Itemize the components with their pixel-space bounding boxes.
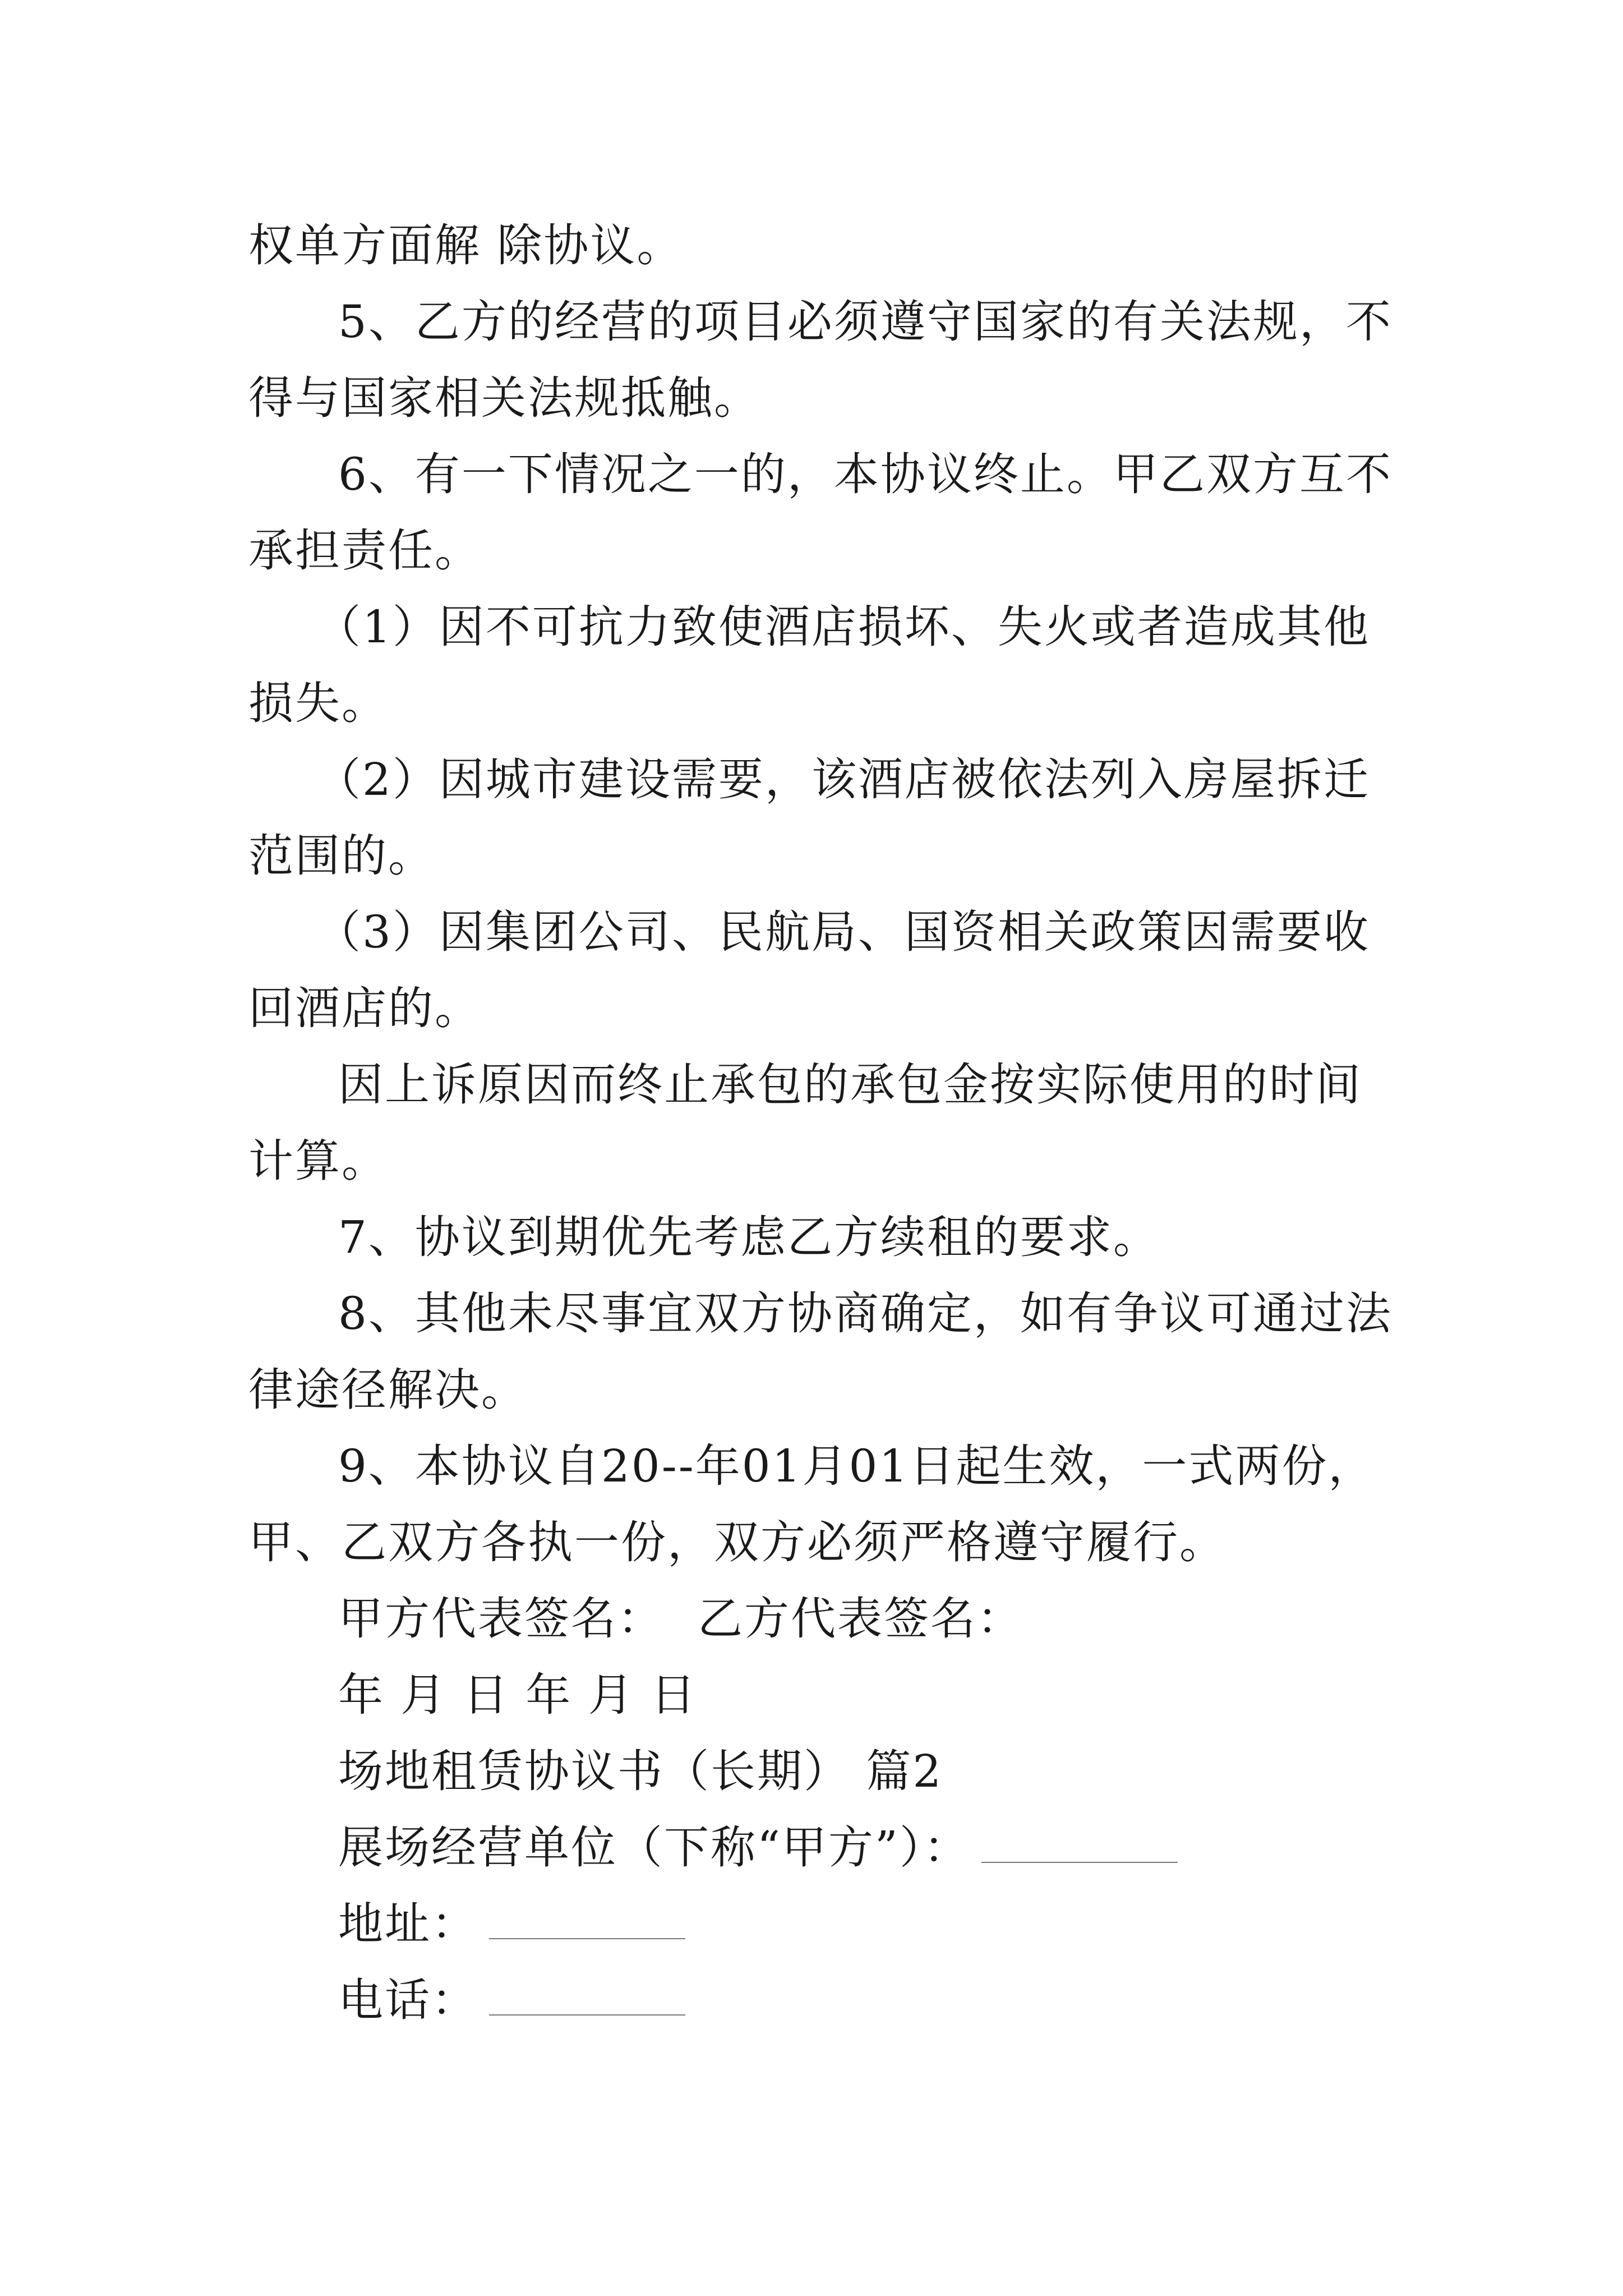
address-blank xyxy=(489,1937,685,1939)
signature-line xyxy=(248,1581,1393,1657)
operator-field xyxy=(248,1810,1393,1886)
paragraph-clause-5: 5、乙方的经营的项目必须遵守国家的有关法规，不得与国家相关法规抵触。 xyxy=(248,296,1393,424)
phone-label: 电话： xyxy=(338,1974,478,2026)
paragraph-clause-6-item-2: （2）因城市建设需要，该酒店被依法列入房屋拆迁范围的。 xyxy=(248,753,1370,882)
paragraph-clause-7: 7、协议到期优先考虑乙方续租的要求。 xyxy=(338,1211,1160,1263)
date-line: 年 月 日 年 月 日 xyxy=(338,1669,698,1721)
paragraph-clause-6-item-3: （3）因集团公司、民航局、国资相关政策因需要收回酒店的。 xyxy=(248,906,1370,1034)
paragraph-clause-9: 9、本协议自20--年01月01日起生效，一式两份，甲、乙双方各执一份，双方必须严格遵守履行。 xyxy=(248,1440,1375,1568)
operator-blank xyxy=(981,1861,1178,1863)
party-b-signature-label: 乙方代表签名： xyxy=(698,1593,1023,1645)
address-label: 地址： xyxy=(338,1898,478,1950)
document-body xyxy=(248,208,1393,2039)
paragraph-termination-note: 因上诉原因而终止承包的承包金按实际使用的时间计算。 xyxy=(248,1059,1362,1187)
address-field xyxy=(248,1886,1393,1962)
phone-field xyxy=(248,1962,1393,2039)
phone-blank xyxy=(489,2013,685,2016)
paragraph-clause-6-item-1: （1）因不可抗力致使酒店损坏、失火或者造成其他损失。 xyxy=(248,601,1370,729)
party-a-signature-label: 甲方代表签名： xyxy=(338,1593,664,1645)
paragraph-continuation: 权单方面解 除协议。 xyxy=(248,219,684,272)
operator-label: 展场经营单位（下称“甲方”）： xyxy=(338,1821,970,1874)
section-title: 场地租赁协议书（长期） 篇2 xyxy=(338,1745,943,1797)
paragraph-clause-8: 8、其他未尽事宜双方协商确定，如有争议可通过法律途径解决。 xyxy=(248,1287,1393,1416)
paragraph-clause-6: 6、有一下情况之一的，本协议终止。甲乙双方互不承担责任。 xyxy=(248,448,1393,577)
